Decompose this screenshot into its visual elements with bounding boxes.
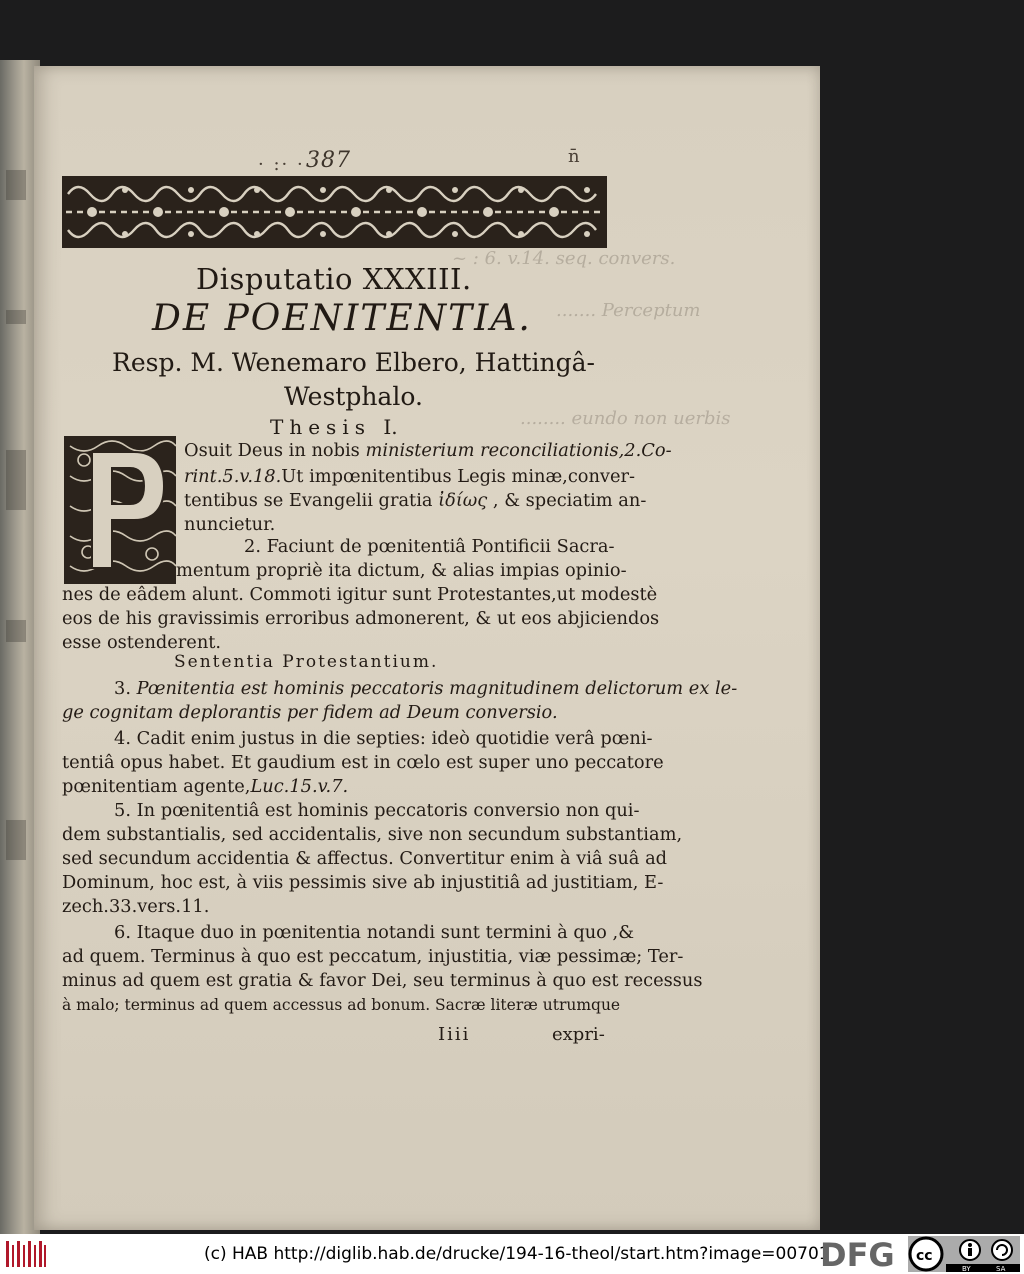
- text-line: minus ad quem est gratia & favor Dei, seu terminus à quo est recessus: [62, 970, 703, 991]
- bleed-through: ........ eundo non uerbis: [520, 408, 731, 429]
- text-line: Dominum, hoc est, à viis pessimis sive ab injustitiâ ad justitiam, E-: [62, 872, 664, 893]
- cc-by-label: BY: [962, 1265, 971, 1272]
- text-line: tentiâ opus habet. Et gaudium est in cœlo est super uno peccatore: [62, 752, 664, 773]
- page-number: 387: [306, 148, 351, 173]
- text-line: zech.33.vers.11.: [62, 896, 210, 917]
- thesis-number: I.: [383, 415, 398, 439]
- text-line: à malo; terminus ad quem accessus ad bonum. Sacræ literæ utrumque: [62, 996, 621, 1014]
- page-dots: · :· ·: [258, 154, 305, 175]
- dfg-logo-icon: [818, 1238, 908, 1270]
- decorated-initial: [64, 436, 176, 584]
- text-line: esse ostenderent.: [62, 632, 222, 653]
- text-line: tentibus se Evangelii gratia ἰδίως , & speciatim an-: [184, 490, 647, 511]
- ornament-headpiece: [62, 176, 607, 248]
- respondent-line-1: Resp. M. Wenemaro Elbero, Hattingâ-: [112, 348, 595, 377]
- section-heading: Sententia Protestantium.: [174, 652, 439, 672]
- text-line: ge cognitam deplorantis per fidem ad Deum conversio.: [62, 702, 558, 723]
- disputation-title: Disputatio XXXIII.: [196, 262, 472, 296]
- bleed-through: ....... Perceptum: [556, 300, 701, 321]
- text-line: dem substantialis, sed accidentalis, sive non secundum substantiam,: [62, 824, 683, 845]
- text-line: 4. Cadit enim justus in die septies: ideò quotidie verâ pœni-: [114, 728, 653, 749]
- text-line: rint.5.v.18.Ut impœnitentibus Legis minæ,conver-: [184, 466, 636, 487]
- text-line: nuncietur.: [184, 514, 276, 535]
- svg-text:cc: cc: [916, 1248, 933, 1264]
- corner-mark: n̄: [568, 146, 580, 167]
- cc-license-icon[interactable]: [908, 1236, 1020, 1272]
- thesis-heading: [270, 415, 398, 439]
- text-line: 3. Pœnitentia est hominis peccatoris magnitudinem delictorum ex le-: [114, 678, 738, 699]
- cc-sa-label: SA: [996, 1265, 1006, 1272]
- copyright-link[interactable]: (c) HAB http://diglib.hab.de/drucke/194-16-theol/start.htm?image=00701: [204, 1244, 830, 1264]
- text-line: nes de eâdem alunt. Commoti igitur sunt Protestantes,ut modestè: [62, 584, 658, 605]
- catchword: expri-: [552, 1024, 605, 1045]
- signature-mark: Iiii: [438, 1024, 471, 1045]
- library-barcode-icon: [6, 1241, 46, 1267]
- text-line: ad quem. Terminus à quo est peccatum, injustitia, viæ pessimæ; Ter-: [62, 946, 684, 967]
- disputation-subtitle: DE POENITENTIA.: [152, 298, 532, 339]
- svg-text:DFG: DFG: [820, 1238, 895, 1270]
- bleed-through: ~ : 6. v.14. seq. convers.: [452, 248, 676, 269]
- text-line: eos de his gravissimis erroribus admonerent, & ut eos abjiciendos: [62, 608, 660, 629]
- thesis-label: Thesis: [270, 415, 371, 439]
- initial-letter: P: [120, 526, 121, 527]
- text-line: Osuit Deus in nobis ministerium reconciliationis,2.Co-: [184, 440, 672, 461]
- text-line: 5. In pœnitentiâ est hominis peccatoris conversio non qui-: [114, 800, 640, 821]
- respondent-line-2: Westphalo.: [284, 382, 423, 411]
- text-line: pœnitentiam agente,Luc.15.v.7.: [62, 776, 349, 797]
- text-line: 6. Itaque duo in pœnitentia notandi sunt termini à quo ,&: [114, 922, 635, 943]
- text-line: mentum propriè ita dictum, & alias impias opinio-: [176, 560, 627, 581]
- text-line: 2. Faciunt de pœnitentiâ Pontificii Sacra-: [244, 536, 615, 557]
- text-line: sed secundum accidentia & affectus. Convertitur enim à viâ suâ ad: [62, 848, 668, 869]
